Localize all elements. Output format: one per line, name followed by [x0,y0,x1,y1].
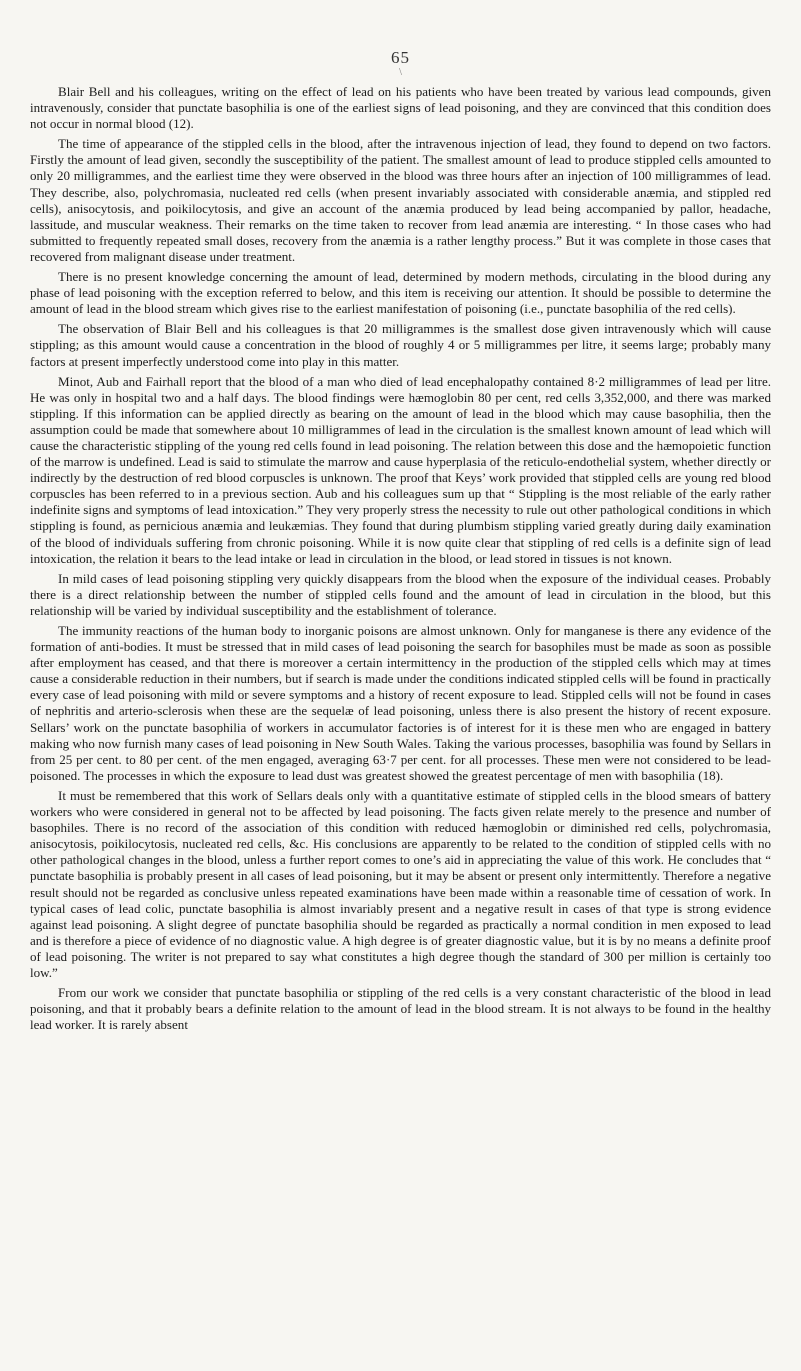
paragraph-4: The observation of Blair Bell and his colleagues is that 20 milligrammes is the smallest dose given intravenously which will cause stippling; as this amount would cause a concentration in the blood of roughly 4 or 5 milligrammes per litre, it seems large; probably many factors at present imperfectly understood come into play in this matter. [30,321,771,369]
page-number: 65 [391,48,410,67]
paragraph-9: From our work we consider that punctate basophilia or stippling of the red cells is a very constant characteristic of the blood in lead poisoning, and that it probably bears a definite relation to the amount of lead in the blood stream. It is not always to be found in the healthy lead worker. It is rarely absent [30,985,771,1033]
paragraph-7: The immunity reactions of the human body to inorganic poisons are almost unknown. Only for manganese is there any evidence of the formation of anti-bodies. It must be stressed that in mild cases of lead poisoning the search for basophiles must be made as soon as possible after employment has ceased, and that there is moreover a certain intermittency in the production of the stippled cells which may at times cause a considerable reduction in their numbers, but if search is made under the conditions indicated stippled cells will be found in practically every case of lead poisoning with mild or severe symptoms and a history of recent exposure to lead. Stippled cells will not be found in cases of nephritis and arterio-sclerosis when these are the sequelæ of lead poisoning, unless there is also present the history of recent exposure. Sellars’ work on the punctate basophilia of workers in accumulator factories is of interest for it is these men who are engaged in battery making who now furnish many cases of lead poisoning in New South Wales. Taking the various processes, basophilia was found by Sellars in from 25 per cent. to 80 per cent. of the men engaged, averaging 63·7 per cent. for all processes. These men were not considered to be lead-poisoned. The processes in which the exposure to lead dust was greatest showed the greatest percentage of men with basophilia (18). [30,623,771,783]
page-mark: \ [399,67,402,78]
paragraph-5: Minot, Aub and Fairhall report that the blood of a man who died of lead encephalopathy contained 8·2 milligrammes of lead per litre. He was only in hospital two and a half days. The blood findings were hæmoglobin 80 per cent, red cells 3,352,000, and there was marked stippling. If this information can be applied directly as bearing on the amount of lead in the blood which may cause basophilia, then the assumption could be made that somewhere about 10 milligrammes of lead in the circulation is the smallest known amount of lead which will cause the characteristic stippling of the young red cells found in lead poisoning. The relation between this dose and the hæmopoietic function of the marrow is undefined. Lead is said to stimulate the marrow and cause hyperplasia of the reticulo-endothelial system, whether directly or indirectly by the destruction of red blood corpuscles is unknown. The proof that Keys’ work provided that stippled cells are young red blood corpuscles has been referred to in a previous section. Aub and his colleagues sum up that “ Stippling is the most reliable of the early rather indefinite signs and symptoms of lead intoxication.” They very properly stress the necessity to rule out other pathological conditions in which stippling is found, as pernicious anæmia and leukæmias. They found that during plumbism stippling varied greatly during daily examination of the blood of individuals suffering from chronic poisoning. While it is now quite clear that stippling of red cells is a definite sign of lead intoxication, the relation it bears to the lead intake or lead in circulation in the blood, or lead stored in tissues is not known. [30,373,771,566]
paragraph-8: It must be remembered that this work of Sellars deals only with a quantitative estimate of stippled cells in the blood smears of battery workers who were considered in general not to be affected by lead poisoning. The facts given relate merely to the presence and number of basophiles. There is no record of the association of this condition with reduced hæmoglobin or diminished red cells, polychromasia, anisocytosis, poikilocytosis, nucleated red cells, &c. His conclusions are apparently to be related to the condition of stippled cells with no other pathological changes in the blood, unless a further report comes to one’s aid in appreciating the value of this work. He concludes that “ punctate basophilia is probably present in all cases of lead poisoning, but it may be absent or present only intermittently. Therefore a negative result should not be regarded as conclusive unless repeated examinations have been made within a reasonable time of cessation of work. In typical cases of lead colic, punctate basophilia is almost invariably present and a negative result in cases of that type is strong evidence against lead poisoning. A slight degree of punctate basophilia should be regarded as practically a normal condition in men exposed to lead and is therefore a piece of evidence of no diagnostic value. A high degree is of greater diagnostic value, but it is by no means a definite proof of lead poisoning. The writer is not prepared to say what constitutes a high degree though the standard of 300 per million is certainly too low.” [30,787,771,980]
body-text [30,84,771,1033]
paragraph-6: In mild cases of lead poisoning stippling very quickly disappears from the blood when the exposure of the individual ceases. Probably there is a direct relationship between the number of stippled cells found and the amount of lead in circulation in the blood, but this relationship will be varied by individual susceptibility and the establishment of tolerance. [30,570,771,618]
paragraph-1: Blair Bell and his colleagues, writing on the effect of lead on his patients who have been treated by various lead compounds, given intravenously, consider that punctate basophilia is one of the earliest signs of lead poisoning, and they are convinced that this condition does not occur in normal blood (12). [30,84,771,132]
paragraph-3: There is no present knowledge concerning the amount of lead, determined by modern methods, circulating in the blood during any phase of lead poisoning with the exception referred to below, and this item is receiving our attention. It should be possible to determine the amount of lead in the blood stream which gives rise to the earliest manifestation of poisoning (i.e., punctate basophilia of the red cells). [30,269,771,317]
paragraph-2: The time of appearance of the stippled cells in the blood, after the intravenous injection of lead, they found to depend on two factors. Firstly the amount of lead given, secondly the susceptibility of the patient. The smallest amount of lead to produce stippled cells amounted to only 20 milligrammes, and the earliest time they were observed in the blood was three hours after an injection of 100 milligrammes of lead. They describe, also, polychromasia, nucleated red cells (when present invariably associated with considerable anæmia, and stippled red cells), anisocytosis, and poikilocytosis, and give an account of the anæmia produced by lead being accompanied by pallor, headache, lassitude, and muscular weakness. Their remarks on the time taken to recover from lead anæmia are interesting. “ In those cases who had submitted to frequently repeated small doses, recovery from the anæmia is a rather lengthy process.” But it was complete in those cases that recovered from malignant disease under treatment. [30,136,771,264]
